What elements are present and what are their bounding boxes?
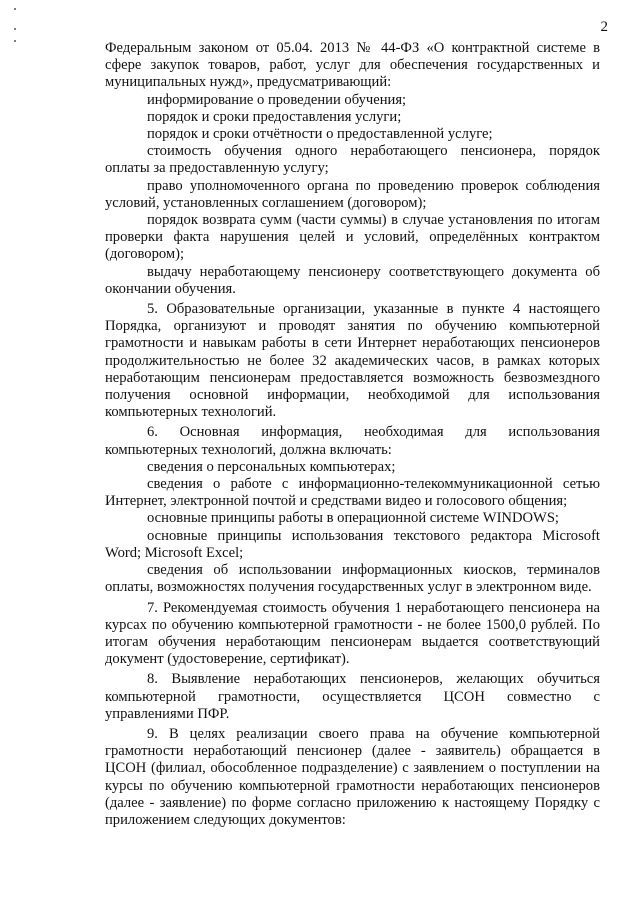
document-body — [105, 40, 600, 829]
paragraph: сведения о персональных компьютерах; — [147, 458, 396, 475]
numbered-paragraph: 8. Выявление неработающих пенсионеров, желающих обучиться компьютерной грамотности, осуществляется ЦСОН совместно с управлениями ПФР. — [105, 671, 600, 722]
paragraph: право уполномоченного органа по проведению проверок соблюдения условий, установленных соглашением (договором); — [105, 177, 600, 211]
paragraph: Федеральным законом от 05.04. 2013 № 44-ФЗ «О контрактной системе в сфере закупок товаров, работ, услуг для обеспечения государственных и муниципальных нужд», предусматривающий: — [105, 40, 600, 91]
numbered-paragraph: 6. Основная информация, необходимая для использования компьютерных технологий, должна включать: — [105, 424, 600, 458]
scan-dot — [14, 40, 16, 42]
paragraph: порядок и сроки отчётности о предоставленной услуге; — [147, 126, 493, 143]
page-number: 2 — [600, 19, 608, 35]
paragraph: сведения о работе с информационно-телекоммуникационной сетью Интернет, электронной почтой и средствами видео и голосового общения; — [105, 476, 600, 510]
numbered-paragraph: 9. В целях реализации своего права на обучение компьютерной грамотности неработающий пенсионер (далее - заявитель) обращается в ЦСОН (филиал, обособленное подразделение) с заявлением о поступлении на курсы по обучению компьютерной грамотности неработающих пенсионеров (далее - заявление) по форме согласно приложению к настоящему Порядку с приложением следующих документов: — [105, 725, 600, 828]
numbered-paragraph: 7. Рекомендуемая стоимость обучения 1 неработающего пенсионера на курсах по обучению компьютерной грамотности - не более 1500,0 рублей. По итогам обучения неработающим пенсионерам выдается соответствующий документ (удостоверение, сертификат). — [105, 599, 600, 668]
paragraph: порядок возврата сумм (части суммы) в случае установления по итогам проверки факта нарушения целей и условий, определённых контрактом (договором); — [105, 212, 600, 263]
numbered-paragraph: 5. Образовательные организации, указанные в пункте 4 настоящего Порядка, организуют и проводят занятия по обучению компьютерной грамотности и навыкам работы в сети Интернет неработающих пенсионеров продолжительностью не более 32 академических часов, в рамках которых неработающим пенсионерам предоставляется возможность безвозмездного получения основной информации, необходимой для использования компьютерных технологий. — [105, 301, 600, 421]
paragraph: порядок и сроки предоставления услуги; — [147, 108, 402, 125]
scan-dot — [14, 8, 16, 10]
paragraph: основные принципы работы в операционной системе WINDOWS; — [147, 510, 559, 527]
scan-dot — [14, 28, 16, 30]
paragraph: стоимость обучения одного неработающего пенсионера, порядок оплаты за предоставленную услугу; — [105, 143, 600, 177]
paragraph: основные принципы использования текстового редактора Microsoft Word; Microsoft Excel; — [105, 527, 600, 561]
paragraph: информирование о проведении обучения; — [147, 91, 407, 108]
paragraph: сведения об использовании информационных киосков, терминалов оплаты, возможностях получения государственных услуг в электронном виде. — [105, 562, 600, 596]
paragraph: выдачу неработающему пенсионеру соответствующего документа об окончании обучения. — [105, 263, 600, 297]
